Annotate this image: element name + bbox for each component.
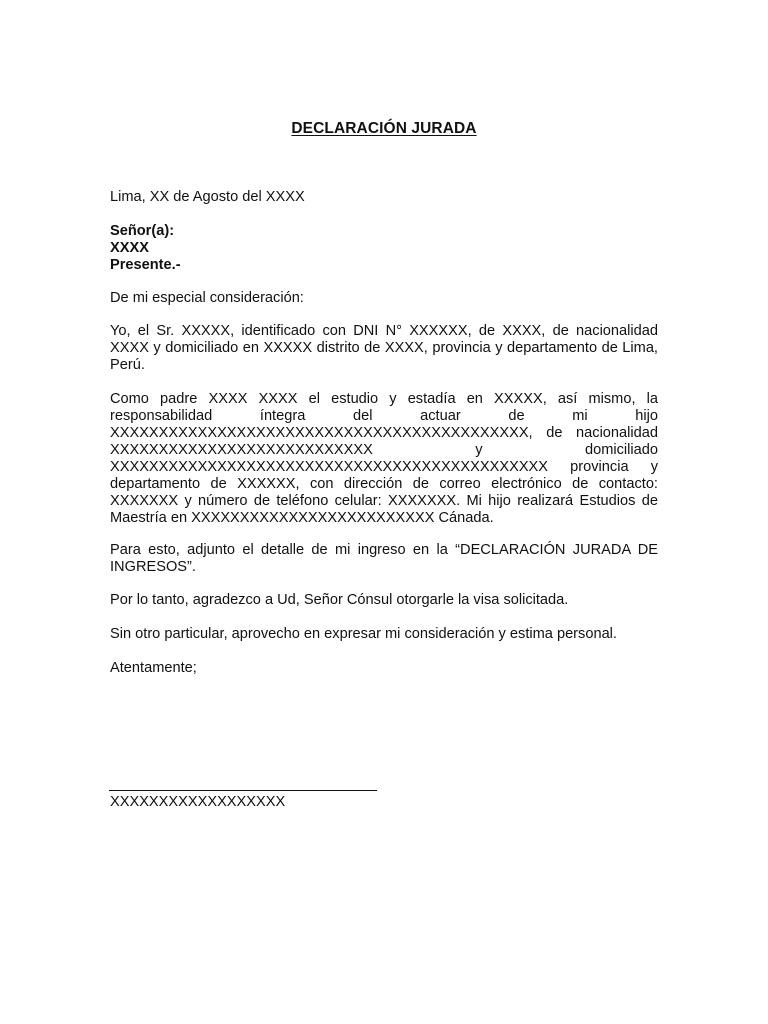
signature-name: XXXXXXXXXXXXXXXXXX [110,794,286,810]
income-declaration-paragraph: Para esto, adjunto el detalle de mi ingreso en la “DECLARACIÓN JURADA DE INGRESOS”. [110,542,658,575]
salutation-block [110,223,658,274]
identity-paragraph: Yo, el Sr. XXXXX, identificado con DNI N° XXXXXX, de XXXX, de nacionalidad XXXX y domiciliado en XXXXX distrito de XXXX, provincia y departamento de Lima, Perú. [110,323,658,373]
father-responsibility-paragraph: Como padre XXXX XXXX el estudio y estadía en XXXXX, así mismo, la responsabilidad íntegra del actuar de mi hijo XXXXXXXXXXXXXXXXXXXXXXXXXXXXXXXXXXXXXXXXXXX, de nacionalidad XXXXXXXXXXXXXXXXXXXXXXXXXXX y domiciliado XXXXXXXXXXXXXXXXXXXXXXXXXXXXXXXXXXXXXXXXXXXXX provincia y departamento de XXXXXX, con dirección de correo electrónico de contacto: XXXXXXX y número de teléfono celular: XXXXXXX. Mi hijo realizará Estudios de Maestría en XXXXXXXXXXXXXXXXXXXXXXXXX Cánada. [110,391,658,526]
signature-line [109,790,377,791]
salutation-title: Señor(a): [110,223,175,239]
farewell-paragraph: Sin otro particular, aprovecho en expresar mi consideración y estima personal. [110,626,617,642]
date-line: Lima, XX de Agosto del XXXX [110,189,305,205]
recipient-name: XXXX [110,240,149,256]
presente-line: Presente.- [110,257,181,273]
thanks-paragraph: Por lo tanto, agradezco a Ud, Señor Cónsul otorgarle la visa solicitada. [110,592,569,608]
document-title: DECLARACIÓN JURADA [291,120,477,137]
closing-line: Atentamente; [110,660,197,676]
opening-line: De mi especial consideración: [110,290,304,306]
